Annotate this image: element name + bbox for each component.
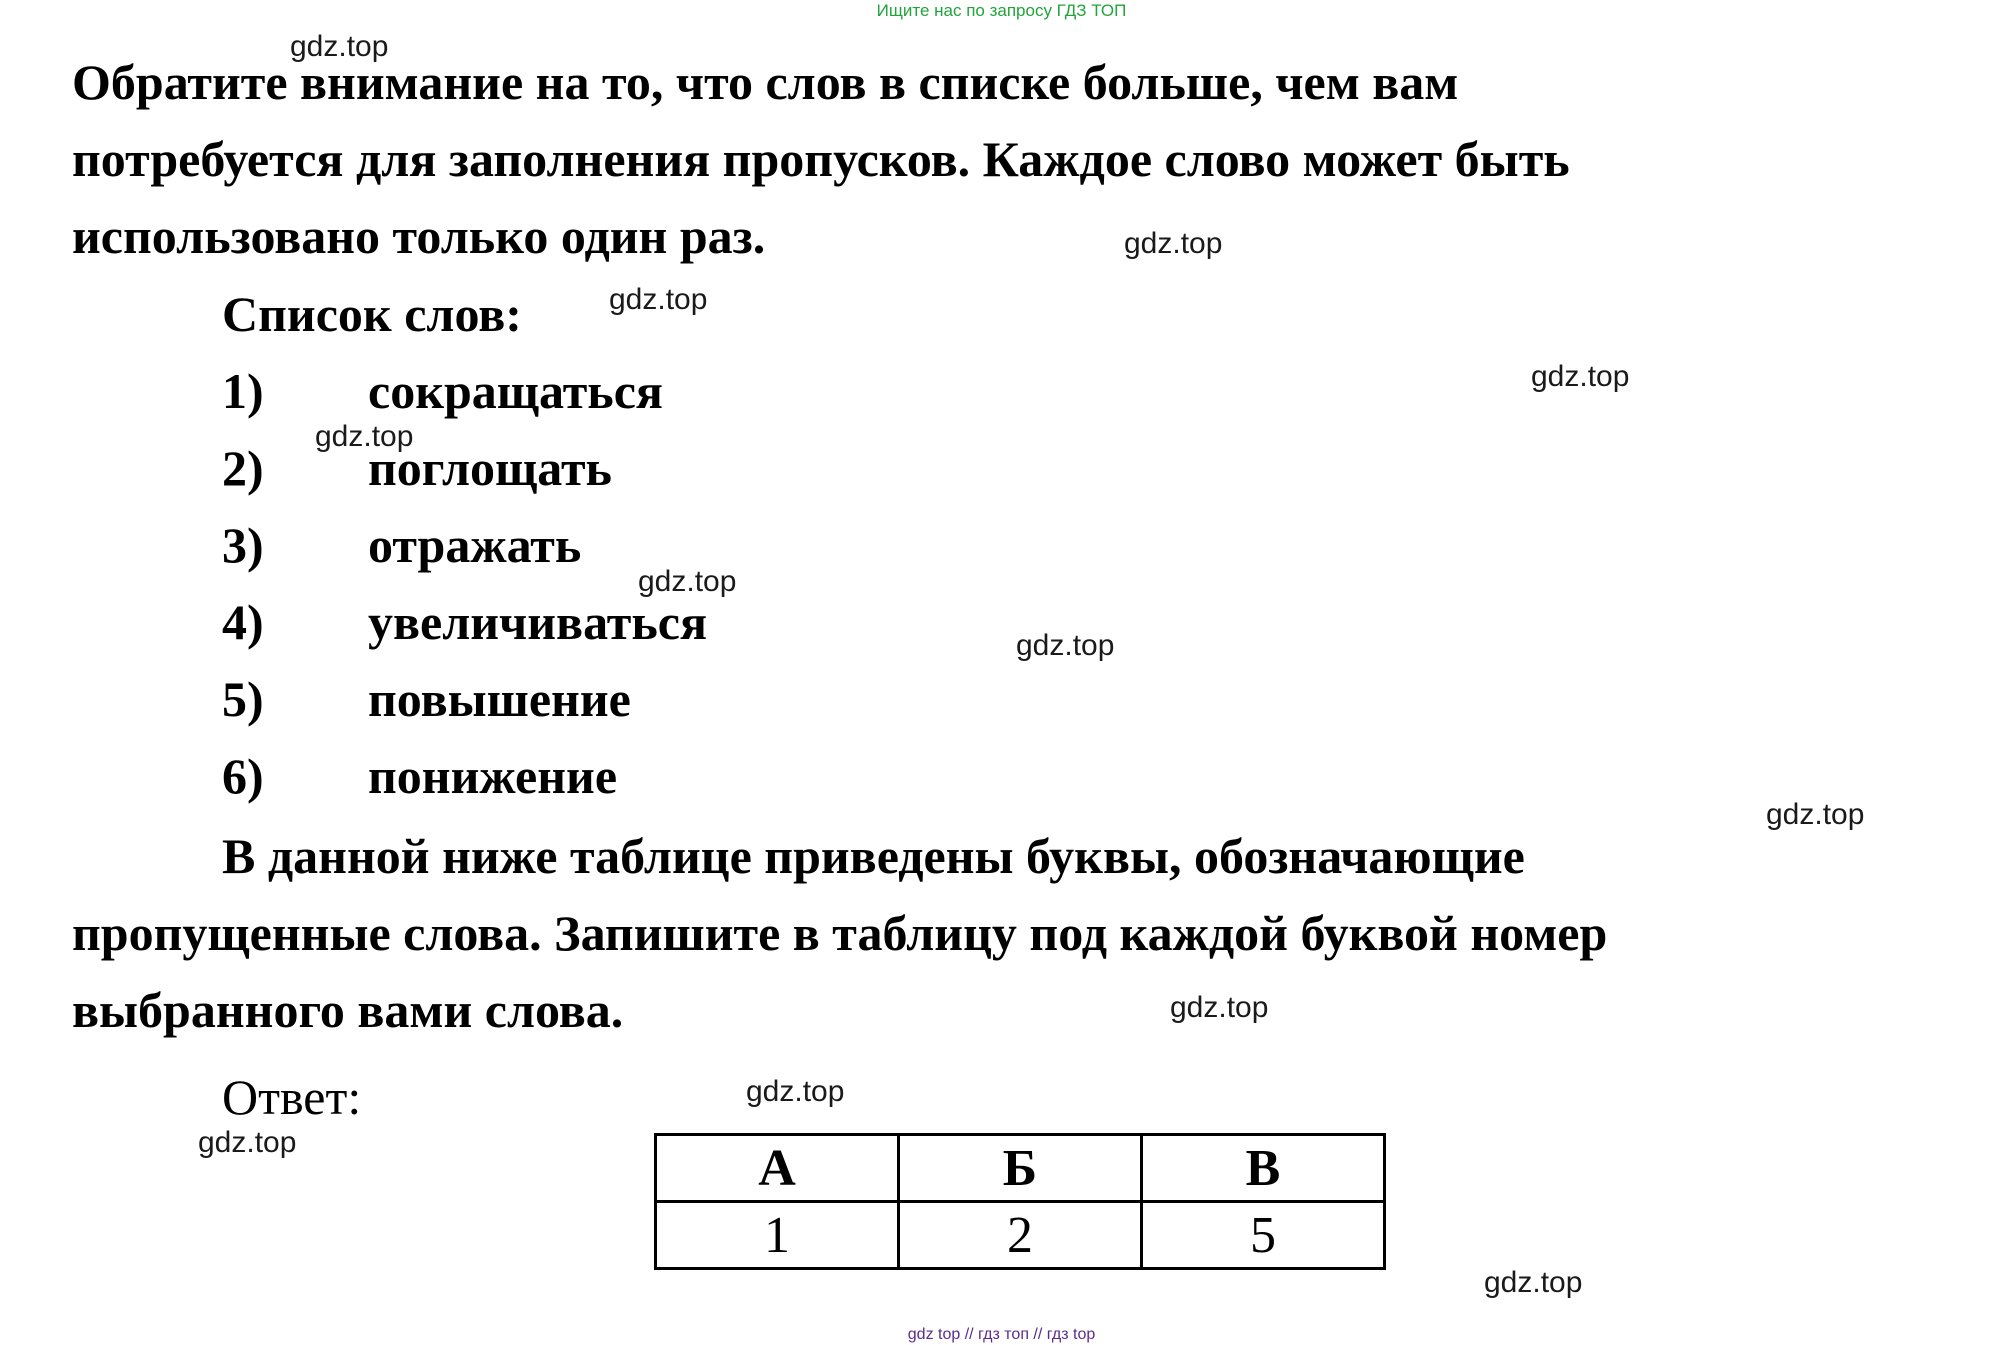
- list-item-word: увеличиваться: [368, 594, 708, 650]
- intro-line-2: потребуется для заполнения пропусков. Каждое слово может быть: [72, 131, 1570, 187]
- top-banner: Ищите нас по запросу ГДЗ ТОП: [876, 1, 1127, 20]
- list-item-number: 2): [222, 440, 264, 496]
- list-item-number: 3): [222, 517, 264, 573]
- intro-line-1: Обратите внимание на то, что слов в списке больше, чем вам: [72, 54, 1459, 110]
- list-item-word: поглощать: [368, 440, 612, 496]
- watermark: gdz.top: [746, 1075, 845, 1108]
- list-item-word: повышение: [368, 671, 631, 727]
- list-item-word: понижение: [368, 748, 618, 804]
- instruction-line-3: выбранного вами слова.: [72, 982, 624, 1038]
- watermark: gdz.top: [290, 30, 389, 63]
- watermark: gdz.top: [1766, 798, 1865, 831]
- watermark: gdz.top: [1016, 629, 1115, 662]
- instruction-line-1: В данной ниже таблице приведены буквы, обозначающие: [222, 828, 1525, 884]
- watermark: gdz.top: [315, 420, 414, 453]
- table-cell: 1: [656, 1202, 899, 1269]
- list-item-word: отражать: [368, 517, 582, 573]
- list-item-number: 5): [222, 671, 264, 727]
- answer-label: Ответ:: [222, 1069, 362, 1125]
- intro-line-3: использовано только один раз.: [72, 208, 766, 264]
- watermark: gdz.top: [1484, 1266, 1583, 1299]
- watermark: gdz.top: [1170, 991, 1269, 1024]
- watermark: gdz.top: [1531, 360, 1630, 393]
- watermark: gdz.top: [198, 1126, 297, 1159]
- table-header-cell: А: [656, 1135, 899, 1202]
- table-header-cell: В: [1142, 1135, 1385, 1202]
- table-header-row: [656, 1135, 1385, 1202]
- list-item-number: 4): [222, 594, 264, 650]
- table-row: [656, 1202, 1385, 1269]
- list-item-word: сокращаться: [368, 363, 663, 419]
- footer-links[interactable]: gdz top // гдз топ // гдз top: [907, 1326, 1096, 1343]
- watermark: gdz.top: [1124, 227, 1223, 260]
- table-cell: 2: [899, 1202, 1142, 1269]
- word-list-title: Список слов:: [222, 286, 522, 342]
- instruction-line-2: пропущенные слова. Запишите в таблицу под каждой буквой номер: [72, 905, 1608, 961]
- table-cell: 5: [1142, 1202, 1385, 1269]
- list-item-number: 6): [222, 748, 264, 804]
- list-item-number: 1): [222, 363, 264, 419]
- watermark: gdz.top: [609, 283, 708, 316]
- watermark: gdz.top: [638, 565, 737, 598]
- answer-table: [654, 1133, 1386, 1270]
- table-header-cell: Б: [899, 1135, 1142, 1202]
